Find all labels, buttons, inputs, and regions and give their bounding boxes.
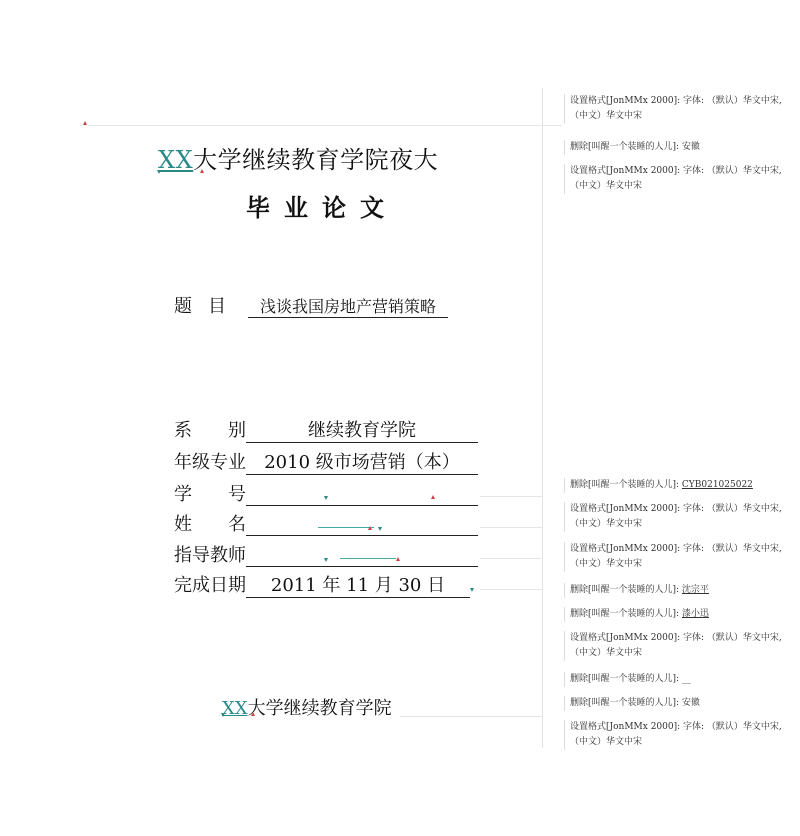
footer-prefix: XX <box>222 698 248 719</box>
comment-deleted-value: __ <box>681 674 691 684</box>
field-value: 2011 年 11 月 30 日 <box>246 571 470 598</box>
comment-rail <box>542 88 543 748</box>
comment-balloon[interactable] <box>564 696 800 711</box>
field-row-advisor <box>174 541 478 567</box>
field-row-student-id <box>174 480 478 506</box>
field-value: 继续教育学院 <box>246 416 478 443</box>
field-label: 系别 <box>174 420 246 441</box>
topic-value: 浅谈我国房地产营销策略 <box>248 294 448 318</box>
field-row-department <box>174 416 478 443</box>
comment-text: 删除[叫醒一个装睡的人儿]: 安徽 <box>570 698 700 708</box>
footer-institution <box>222 694 392 720</box>
field-row-name <box>174 510 478 536</box>
comment-text: 设置格式[JonMMx 2000]: 字体: （默认）华文中宋, （中文）华文中宋 <box>570 544 782 569</box>
field-label: 学号 <box>174 484 246 505</box>
comment-connector <box>480 496 542 497</box>
thesis-heading: 毕业论文 <box>246 193 398 222</box>
comment-balloon[interactable] <box>564 478 800 493</box>
topic-label: 题目 <box>174 296 242 317</box>
field-value <box>246 484 478 506</box>
comment-text: 删除[叫醒一个装睡的人儿]: 安徽 <box>570 142 700 152</box>
field-row-major <box>174 448 478 475</box>
comment-balloon[interactable] <box>564 542 800 572</box>
comment-balloon[interactable] <box>564 583 800 598</box>
comment-text: 设置格式[JonMMx 2000]: 字体: （默认）华文中宋, （中文）华文中宋 <box>570 722 782 747</box>
field-value: 2010 级市场营销（本） <box>246 448 478 475</box>
field-label: 姓名 <box>174 514 246 535</box>
comment-text: 删除[叫醒一个装睡的人儿]: <box>570 480 682 490</box>
field-row-date <box>174 571 470 598</box>
comment-balloon[interactable] <box>564 140 800 155</box>
comment-deleted-value: 沈宗平 <box>681 585 709 595</box>
comment-balloon[interactable] <box>564 502 800 532</box>
field-value <box>246 545 478 567</box>
comment-balloon[interactable] <box>564 607 800 622</box>
comment-text: 删除[叫醒一个装睡的人儿]: <box>570 674 682 684</box>
university-prefix: XX <box>158 146 194 174</box>
comment-balloon[interactable] <box>564 94 800 124</box>
comment-balloon[interactable] <box>564 672 800 687</box>
comment-balloon[interactable] <box>564 164 800 194</box>
comment-balloon[interactable] <box>564 631 800 661</box>
comment-deleted-value: CYB021025022 <box>681 480 753 490</box>
university-title-text: 大学继续教育学院夜大 <box>193 146 439 174</box>
comment-text: 删除[叫醒一个装睡的人儿]: <box>570 609 682 619</box>
comment-connector <box>88 125 542 126</box>
field-label: 指导教师 <box>174 545 246 566</box>
field-label: 年级专业 <box>174 452 246 473</box>
comment-text: 设置格式[JonMMx 2000]: 字体: （默认）华文中宋, （中文）华文中宋 <box>570 166 782 191</box>
comment-deleted-value: 漆小迅 <box>681 609 709 619</box>
comment-balloon[interactable] <box>564 720 800 750</box>
footer-text: 大学继续教育学院 <box>247 698 392 719</box>
comment-text: 删除[叫醒一个装睡的人儿]: <box>570 585 682 595</box>
comment-text: 设置格式[JonMMx 2000]: 字体: （默认）华文中宋, （中文）华文中宋 <box>570 504 782 529</box>
field-label: 完成日期 <box>174 575 246 596</box>
comment-text: 设置格式[JonMMx 2000]: 字体: （默认）华文中宋, （中文）华文中宋 <box>570 96 782 121</box>
comment-text: 设置格式[JonMMx 2000]: 字体: （默认）华文中宋, （中文）华文中宋 <box>570 633 782 658</box>
topic-row <box>174 292 448 318</box>
field-value <box>246 514 478 536</box>
